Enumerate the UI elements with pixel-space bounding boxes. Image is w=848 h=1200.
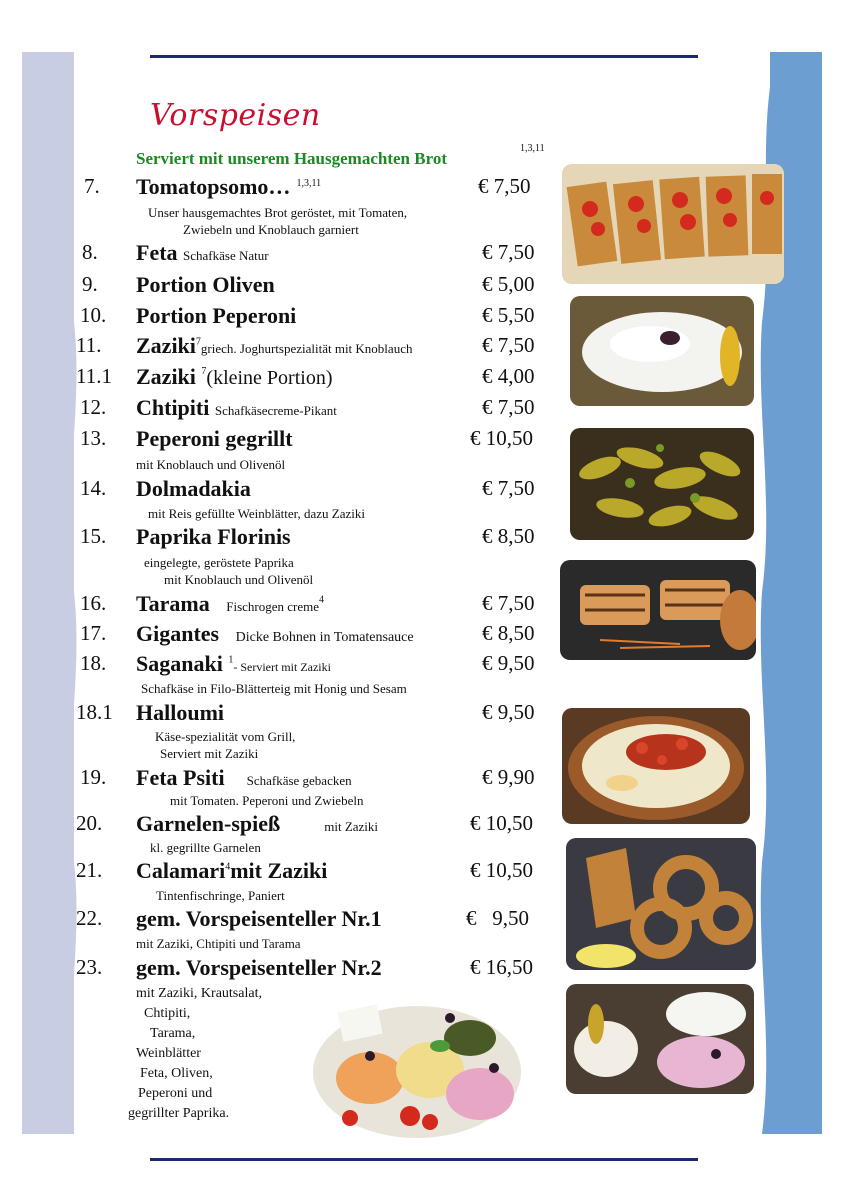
item-description: Schafkäse in Filo-Blätterteig mit Honig und Sesam xyxy=(141,681,407,696)
item-number: 15. xyxy=(80,524,107,548)
menu-item-20 xyxy=(0,811,560,841)
photo-appetizer-platter xyxy=(310,998,524,1142)
item-price: € 10,50 xyxy=(470,858,533,882)
allergen-sup: 7 xyxy=(195,336,201,348)
item-price: € 9,90 xyxy=(482,765,535,789)
item-price: € 9,50 xyxy=(482,700,535,724)
item-name: Garnelen-spieß mit Zaziki xyxy=(136,811,379,836)
menu-item-17 xyxy=(0,621,560,651)
photo-feta-psiti xyxy=(562,708,750,824)
item-name: gem. Vorspeisenteller Nr.2 xyxy=(136,955,382,980)
top-divider xyxy=(150,55,698,58)
item-description: Feta, Oliven, xyxy=(140,1066,213,1081)
item-price: € 8,50 xyxy=(482,524,535,548)
item-price: € 9,50 xyxy=(466,906,529,930)
allergen-sup: 1 xyxy=(228,654,234,666)
section-title: Vorspeisen xyxy=(150,98,321,133)
item-number: 23. xyxy=(76,955,103,979)
item-description: gegrillter Paprika. xyxy=(128,1106,230,1121)
item-description: mit Knoblauch und Olivenöl xyxy=(136,457,286,472)
item-inline-description: Dicke Bohnen in Tomatensauce xyxy=(235,630,414,645)
item-description: mit Tomaten. Peperoni und Zwiebeln xyxy=(170,793,364,808)
item-price: € 10,50 xyxy=(470,426,533,450)
item-price: € 7,50 xyxy=(482,395,535,419)
item-description: Zwiebeln und Knoblauch garniert xyxy=(183,222,359,237)
menu-item-8 xyxy=(0,240,560,270)
photo-bruschetta xyxy=(562,164,784,284)
item-name: Peperoni gegrillt xyxy=(136,426,293,451)
item-price: € 10,50 xyxy=(470,811,533,835)
item-number: 19. xyxy=(80,765,107,789)
menu-item-19 xyxy=(0,765,560,795)
photo-zaziki xyxy=(570,296,754,406)
item-name: Feta Psiti Schafkäse gebacken xyxy=(136,765,352,790)
item-description: Unser hausgemachtes Brot geröstet, mit Tomaten, xyxy=(148,205,408,220)
item-number: 13. xyxy=(80,426,107,450)
item-name: Dolmadakia xyxy=(136,476,251,501)
item-number: 17. xyxy=(80,621,107,645)
bottom-divider xyxy=(150,1158,698,1161)
item-name: Portion Oliven xyxy=(136,272,275,297)
item-description: Käse-spezialität vom Grill, xyxy=(155,729,296,744)
item-number: 11.1 xyxy=(76,364,112,388)
item-number: 12. xyxy=(80,395,107,419)
item-name: Calamari$^4$mit Zaziki xyxy=(136,858,328,883)
item-name: Zaziki $^7$(kleine Portion) xyxy=(136,364,333,389)
photo-grilled-halloumi xyxy=(560,560,756,660)
menu-item-13 xyxy=(0,426,560,456)
item-price: € 7,50 xyxy=(478,174,531,198)
item-name: Saganaki $^1$- Serviert mit Zaziki xyxy=(136,651,331,676)
item-name: Gigantes Dicke Bohnen in Tomatensauce xyxy=(136,621,414,646)
item-number: 14. xyxy=(80,476,107,500)
item-price: € 7,50 xyxy=(482,591,535,615)
menu-item-18-1 xyxy=(0,700,560,730)
photo-grilled-peppers xyxy=(570,428,754,540)
item-name-suffix: (kleine Portion) xyxy=(206,367,333,389)
menu-item-12 xyxy=(0,395,560,425)
allergen-sup: 1,3,11 xyxy=(296,177,322,189)
menu-item-23 xyxy=(0,955,560,985)
item-name: Tomatopsomo… $^{1,3,11}$ xyxy=(136,174,322,199)
item-price: € 8,50 xyxy=(482,621,535,645)
item-description: Weinblätter xyxy=(136,1046,201,1061)
item-price: € 5,50 xyxy=(482,303,535,327)
item-description: Tintenfischringe, Paniert xyxy=(156,888,285,903)
menu-item-11 xyxy=(0,333,560,363)
item-name: Halloumi xyxy=(136,700,225,725)
photo-dips-platter xyxy=(566,984,754,1094)
menu-item-18 xyxy=(0,651,560,681)
item-inline-description: Schafkäse Natur xyxy=(183,248,269,263)
item-number: 10. xyxy=(80,303,107,327)
item-inline-description: mit Zaziki xyxy=(324,819,379,834)
item-number: 16. xyxy=(80,591,107,615)
item-description: mit Zaziki, Chtipiti und Tarama xyxy=(136,936,301,951)
item-price: € 7,50 xyxy=(482,333,535,357)
item-name: Paprika Florinis xyxy=(136,524,291,549)
item-description: mit Knoblauch und Olivenöl xyxy=(164,572,314,587)
menu-item-10 xyxy=(0,303,560,333)
item-number: 21. xyxy=(76,858,103,882)
menu-item-9 xyxy=(0,272,560,302)
item-inline-description: griech. Joghurtspezialität mit Knoblauch xyxy=(200,341,413,356)
section-subtitle: Serviert mit unserem Hausgemachten Brot xyxy=(136,149,447,168)
item-inline-description: Schafkäse gebacken xyxy=(246,773,352,788)
item-name: Tarama Fischrogen creme$^4$ xyxy=(136,591,325,616)
subtitle-allergen-note: 1,3,11 xyxy=(520,143,545,154)
item-price: € 9,50 xyxy=(482,651,535,675)
item-description: Tarama, xyxy=(150,1026,196,1041)
photo-calamari xyxy=(566,838,756,970)
item-number: 20. xyxy=(76,811,103,835)
item-price: € 7,50 xyxy=(482,240,535,264)
item-number: 7. xyxy=(84,174,100,198)
item-number: 18. xyxy=(80,651,107,675)
allergen-sup: 4 xyxy=(225,861,231,873)
item-name: gem. Vorspeisenteller Nr.1 xyxy=(136,906,382,931)
item-number: 9. xyxy=(82,272,98,296)
item-price: € 4,00 xyxy=(482,364,535,388)
item-price: € 16,50 xyxy=(470,955,533,979)
item-price: € 7,50 xyxy=(482,476,535,500)
item-number: 18.1 xyxy=(76,700,113,724)
item-description: Serviert mit Zaziki xyxy=(160,746,259,761)
item-description: eingelegte, geröstete Paprika xyxy=(144,555,294,570)
menu-item-7 xyxy=(0,174,560,204)
item-inline-description: Schafkäsecreme-Pikant xyxy=(214,403,337,418)
item-description: Peperoni und xyxy=(138,1086,213,1101)
item-description: Chtipiti, xyxy=(144,1006,191,1021)
item-description: kl. gegrillte Garnelen xyxy=(150,840,261,855)
menu-item-15 xyxy=(0,524,560,554)
item-number: 22. xyxy=(76,906,103,930)
item-inline-description: Fischrogen creme xyxy=(226,599,320,614)
menu-item-22 xyxy=(0,906,560,936)
menu-item-11-1 xyxy=(0,364,560,394)
allergen-sup: 7 xyxy=(201,366,207,377)
item-description: mit Zaziki, Krautsalat, xyxy=(136,986,262,1001)
allergen-sup: 4 xyxy=(319,594,325,606)
menu-item-16 xyxy=(0,591,560,621)
item-number: 8. xyxy=(82,240,98,264)
item-name: Feta Schafkäse Natur xyxy=(136,240,269,265)
item-name: Chtipiti Schafkäsecreme-Pikant xyxy=(136,395,337,420)
item-description: mit Reis gefüllte Weinblätter, dazu Zaziki xyxy=(148,506,365,521)
item-name: Zaziki$^7$griech. Joghurtspezialität mit Knoblauch xyxy=(136,333,413,358)
item-number: 11. xyxy=(76,333,102,357)
item-inline-description: - Serviert mit Zaziki xyxy=(233,660,331,674)
item-price: € 5,00 xyxy=(482,272,535,296)
menu-item-21 xyxy=(0,858,560,888)
item-name: Portion Peperoni xyxy=(136,303,297,328)
menu-item-14 xyxy=(0,476,560,506)
